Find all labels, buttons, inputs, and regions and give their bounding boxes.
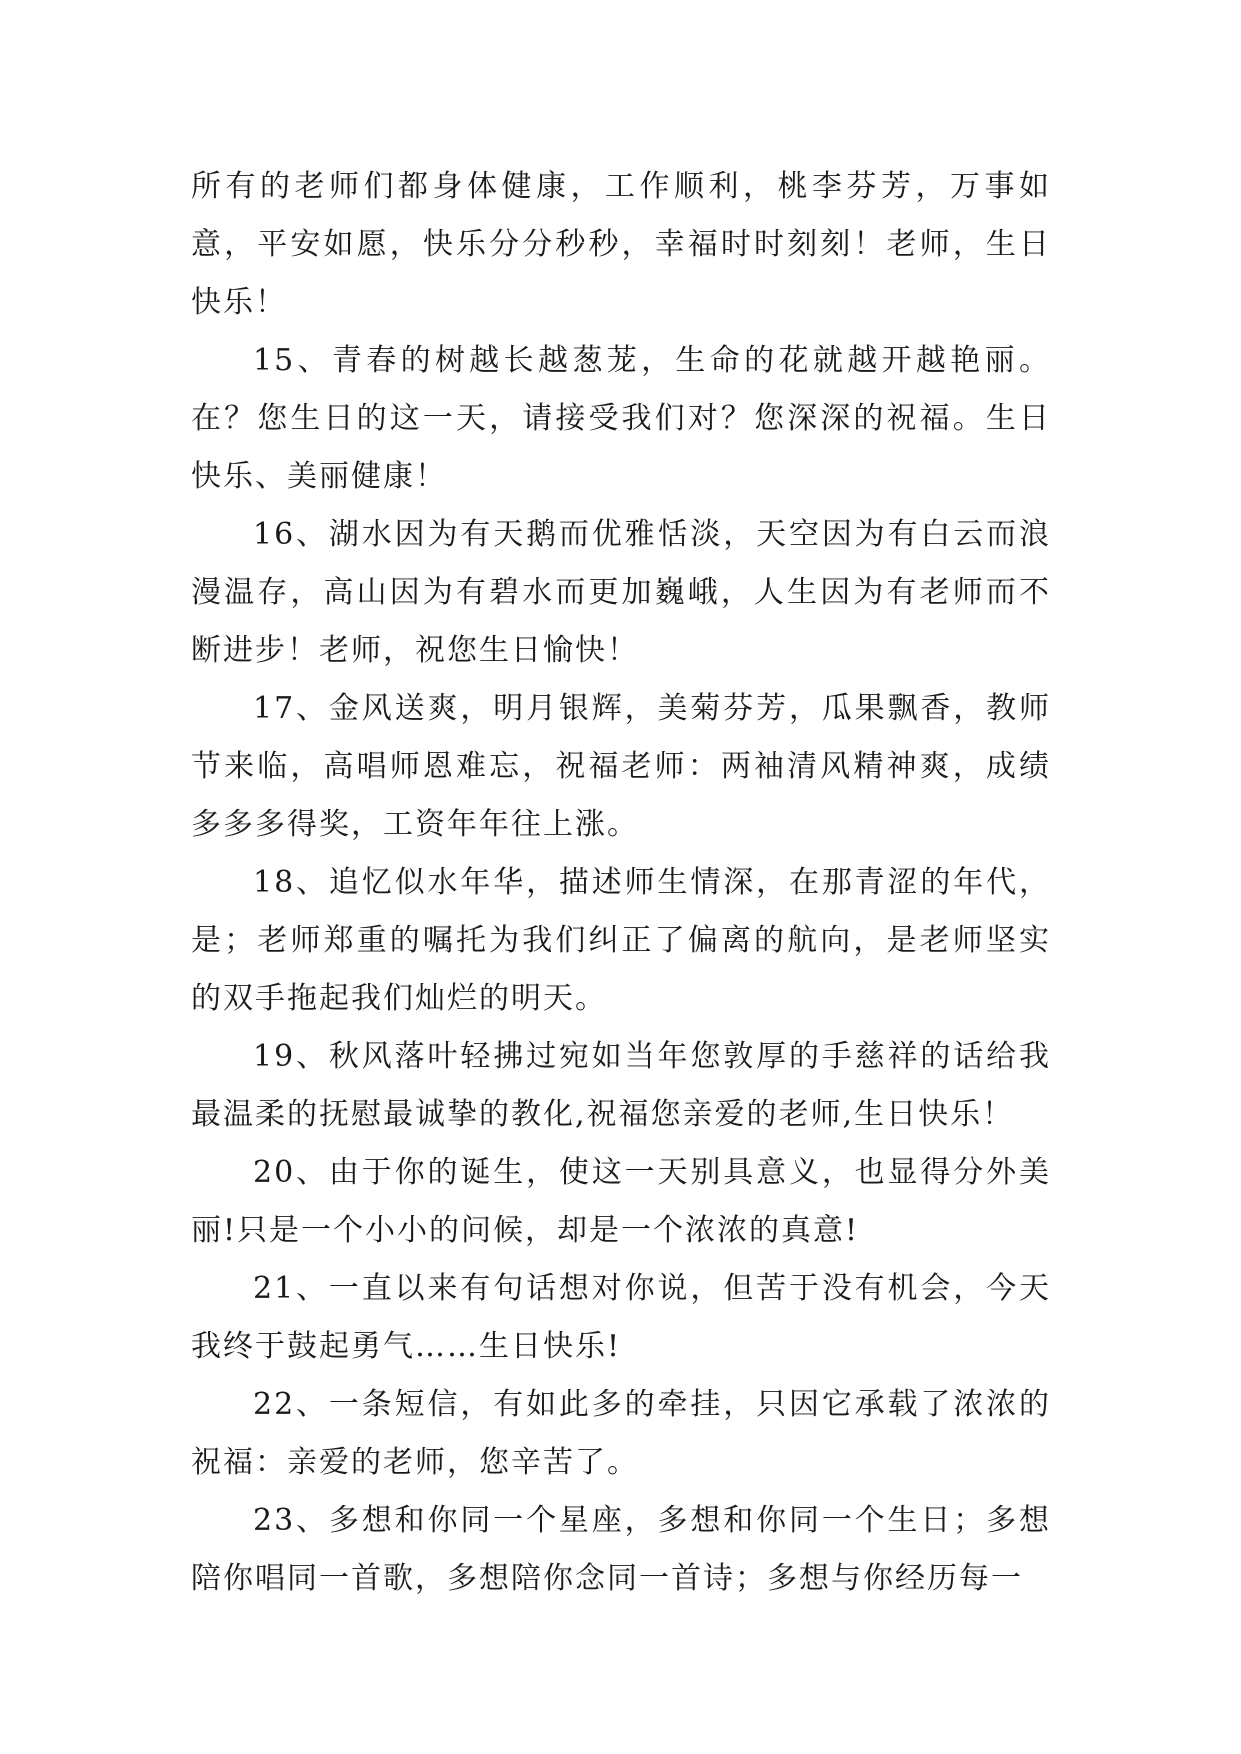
paragraph-18: 18、追忆似水年华，描述师生情深，在那青涩的年代，是；老师郑重的嘱托为我们纠正了偏离的航向，是老师坚实的双手拖起我们灿烂的明天。 (191, 865, 1051, 1016)
paragraph-15: 15、青春的树越长越葱茏，生命的花就越开越艳丽。在？您生日的这一天，请接受我们对？您深深的祝福。生日快乐、美丽健康！ (191, 343, 1051, 494)
paragraph-16: 16、湖水因为有天鹅而优雅恬淡，天空因为有白云而浪漫温存，高山因为有碧水而更加巍峨，人生因为有老师而不断进步！老师，祝您生日愉快！ (191, 517, 1051, 668)
paragraph-21: 21、一直以来有句话想对你说，但苦于没有机会，今天我终于鼓起勇气……生日快乐! (191, 1271, 1051, 1364)
paragraph-continuation: 所有的老师们都身体健康，工作顺利，桃李芬芳，万事如意，平安如愿，快乐分分秒秒，幸福时时刻刻！老师，生日快乐！ (191, 169, 1051, 320)
paragraph-23: 23、多想和你同一个星座，多想和你同一个生日；多想陪你唱同一首歌，多想陪你念同一首诗；多想与你经历每一 (191, 1503, 1051, 1596)
paragraph-17: 17、金风送爽，明月银辉，美菊芬芳，瓜果飘香，教师节来临，高唱师恩难忘，祝福老师：两袖清风精神爽，成绩多多多得奖，工资年年往上涨。 (191, 691, 1051, 842)
paragraph-19: 19、秋风落叶轻拂过宛如当年您敦厚的手慈祥的话给我最温柔的抚慰最诚挚的教化,祝福您亲爱的老师,生日快乐！ (191, 1039, 1051, 1132)
paragraph-20: 20、由于你的诞生，使这一天别具意义，也显得分外美丽!只是一个小小的问候，却是一个浓浓的真意! (191, 1155, 1051, 1248)
paragraph-22: 22、一条短信，有如此多的牵挂，只因它承载了浓浓的祝福：亲爱的老师，您辛苦了。 (191, 1387, 1051, 1480)
document-body (191, 158, 1051, 1608)
